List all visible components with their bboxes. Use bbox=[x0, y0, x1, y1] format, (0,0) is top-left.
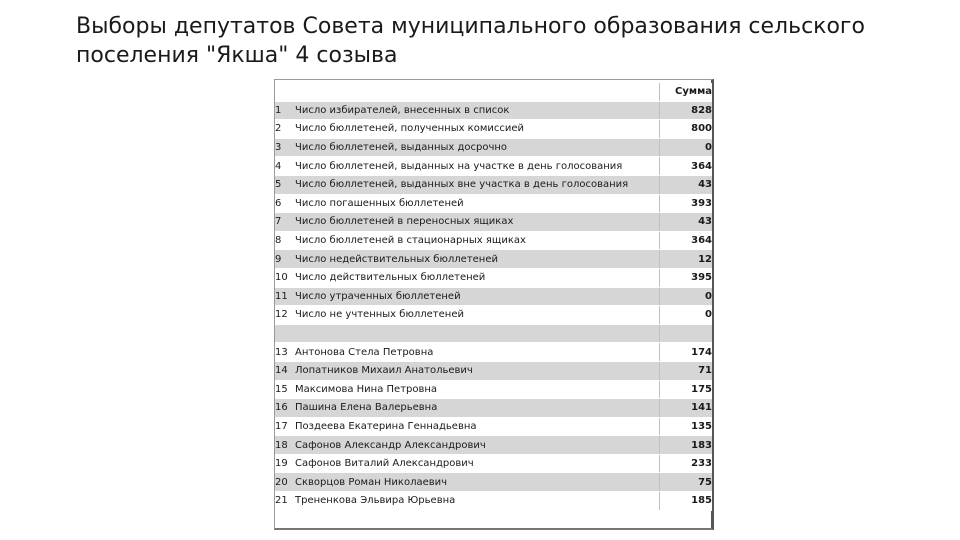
row-value: 43 bbox=[659, 175, 712, 194]
row-value: 135 bbox=[659, 417, 712, 436]
table-row bbox=[275, 473, 712, 492]
row-label: Лопатников Михаил Анатольевич bbox=[295, 361, 659, 380]
row-label: Число не учтенных бюллетеней bbox=[295, 306, 659, 325]
results-table-frame bbox=[274, 79, 714, 530]
row-value: 185 bbox=[659, 492, 712, 511]
row-label: Число избирателей, внесенных в список bbox=[295, 101, 659, 120]
row-value: 395 bbox=[659, 268, 712, 287]
table-row bbox=[275, 175, 712, 194]
row-value: 393 bbox=[659, 194, 712, 213]
row-label: Пашина Елена Валерьевна bbox=[295, 399, 659, 418]
row-value: 183 bbox=[659, 436, 712, 455]
row-number: 2 bbox=[275, 120, 295, 139]
row-value: 75 bbox=[659, 473, 712, 492]
row-label: Трененкова Эльвира Юрьевна bbox=[295, 492, 659, 511]
table-row bbox=[275, 417, 712, 436]
row-value: 0 bbox=[659, 138, 712, 157]
row-number: 4 bbox=[275, 157, 295, 176]
table-row bbox=[275, 361, 712, 380]
table-row bbox=[275, 287, 712, 306]
separator-cell bbox=[295, 324, 659, 343]
separator-cell bbox=[659, 324, 712, 343]
table-row bbox=[275, 436, 712, 455]
row-number: 5 bbox=[275, 175, 295, 194]
row-number: 21 bbox=[275, 492, 295, 511]
table-row bbox=[275, 343, 712, 362]
row-number: 17 bbox=[275, 417, 295, 436]
row-value: 364 bbox=[659, 157, 712, 176]
row-label: Число бюллетеней, выданных на участке в день голосования bbox=[295, 157, 659, 176]
row-label: Сафонов Александр Александрович bbox=[295, 436, 659, 455]
row-number: 14 bbox=[275, 361, 295, 380]
table-row bbox=[275, 213, 712, 232]
row-number: 7 bbox=[275, 213, 295, 232]
row-value: 0 bbox=[659, 306, 712, 325]
row-label: Число бюллетеней, выданных вне участка в день голосования bbox=[295, 175, 659, 194]
table-row bbox=[275, 231, 712, 250]
row-value: 233 bbox=[659, 454, 712, 473]
row-number: 16 bbox=[275, 399, 295, 418]
row-label: Антонова Стела Петровна bbox=[295, 343, 659, 362]
row-value: 0 bbox=[659, 287, 712, 306]
row-value: 141 bbox=[659, 399, 712, 418]
row-label: Число действительных бюллетеней bbox=[295, 268, 659, 287]
row-number: 10 bbox=[275, 268, 295, 287]
row-number: 1 bbox=[275, 101, 295, 120]
table-row bbox=[275, 120, 712, 139]
row-number: 18 bbox=[275, 436, 295, 455]
row-value: 800 bbox=[659, 120, 712, 139]
row-label: Скворцов Роман Николаевич bbox=[295, 473, 659, 492]
table-row bbox=[275, 268, 712, 287]
row-label: Число утраченных бюллетеней bbox=[295, 287, 659, 306]
row-number: 8 bbox=[275, 231, 295, 250]
row-number: 6 bbox=[275, 194, 295, 213]
table-row bbox=[275, 250, 712, 269]
row-label: Число погашенных бюллетеней bbox=[295, 194, 659, 213]
table-row bbox=[275, 138, 712, 157]
row-label: Число бюллетеней в переносных ящиках bbox=[295, 213, 659, 232]
separator-cell bbox=[275, 324, 295, 343]
row-value: 71 bbox=[659, 361, 712, 380]
row-label: Число бюллетеней, полученных комиссией bbox=[295, 120, 659, 139]
row-number: 19 bbox=[275, 454, 295, 473]
table-row bbox=[275, 306, 712, 325]
row-number: 9 bbox=[275, 250, 295, 269]
row-number: 13 bbox=[275, 343, 295, 362]
table-row bbox=[275, 157, 712, 176]
row-number: 3 bbox=[275, 138, 295, 157]
row-value: 12 bbox=[659, 250, 712, 269]
results-table bbox=[275, 83, 712, 511]
row-label: Число бюллетеней в стационарных ящиках bbox=[295, 231, 659, 250]
table-row bbox=[275, 380, 712, 399]
table-header-row bbox=[275, 83, 712, 101]
header-label-cell bbox=[295, 83, 659, 101]
row-label: Число недействительных бюллетеней bbox=[295, 250, 659, 269]
row-value: 828 bbox=[659, 101, 712, 120]
row-number: 12 bbox=[275, 306, 295, 325]
table-row bbox=[275, 194, 712, 213]
row-number: 15 bbox=[275, 380, 295, 399]
row-value: 174 bbox=[659, 343, 712, 362]
row-number: 20 bbox=[275, 473, 295, 492]
row-number: 11 bbox=[275, 287, 295, 306]
table-row bbox=[275, 399, 712, 418]
row-label: Максимова Нина Петровна bbox=[295, 380, 659, 399]
header-sum-cell: Сумма bbox=[659, 83, 712, 101]
table-row bbox=[275, 101, 712, 120]
row-value: 175 bbox=[659, 380, 712, 399]
row-label: Число бюллетеней, выданных досрочно bbox=[295, 138, 659, 157]
section-separator-row bbox=[275, 324, 712, 343]
row-value: 43 bbox=[659, 213, 712, 232]
header-num-cell bbox=[275, 83, 295, 101]
row-label: Сафонов Виталий Александрович bbox=[295, 454, 659, 473]
row-label: Поздеева Екатерина Геннадьевна bbox=[295, 417, 659, 436]
slide-title: Выборы депутатов Совета муниципального образования сельского поселения "Якша" 4 созыва bbox=[76, 14, 865, 68]
row-value: 364 bbox=[659, 231, 712, 250]
table-row bbox=[275, 492, 712, 511]
table-row bbox=[275, 454, 712, 473]
